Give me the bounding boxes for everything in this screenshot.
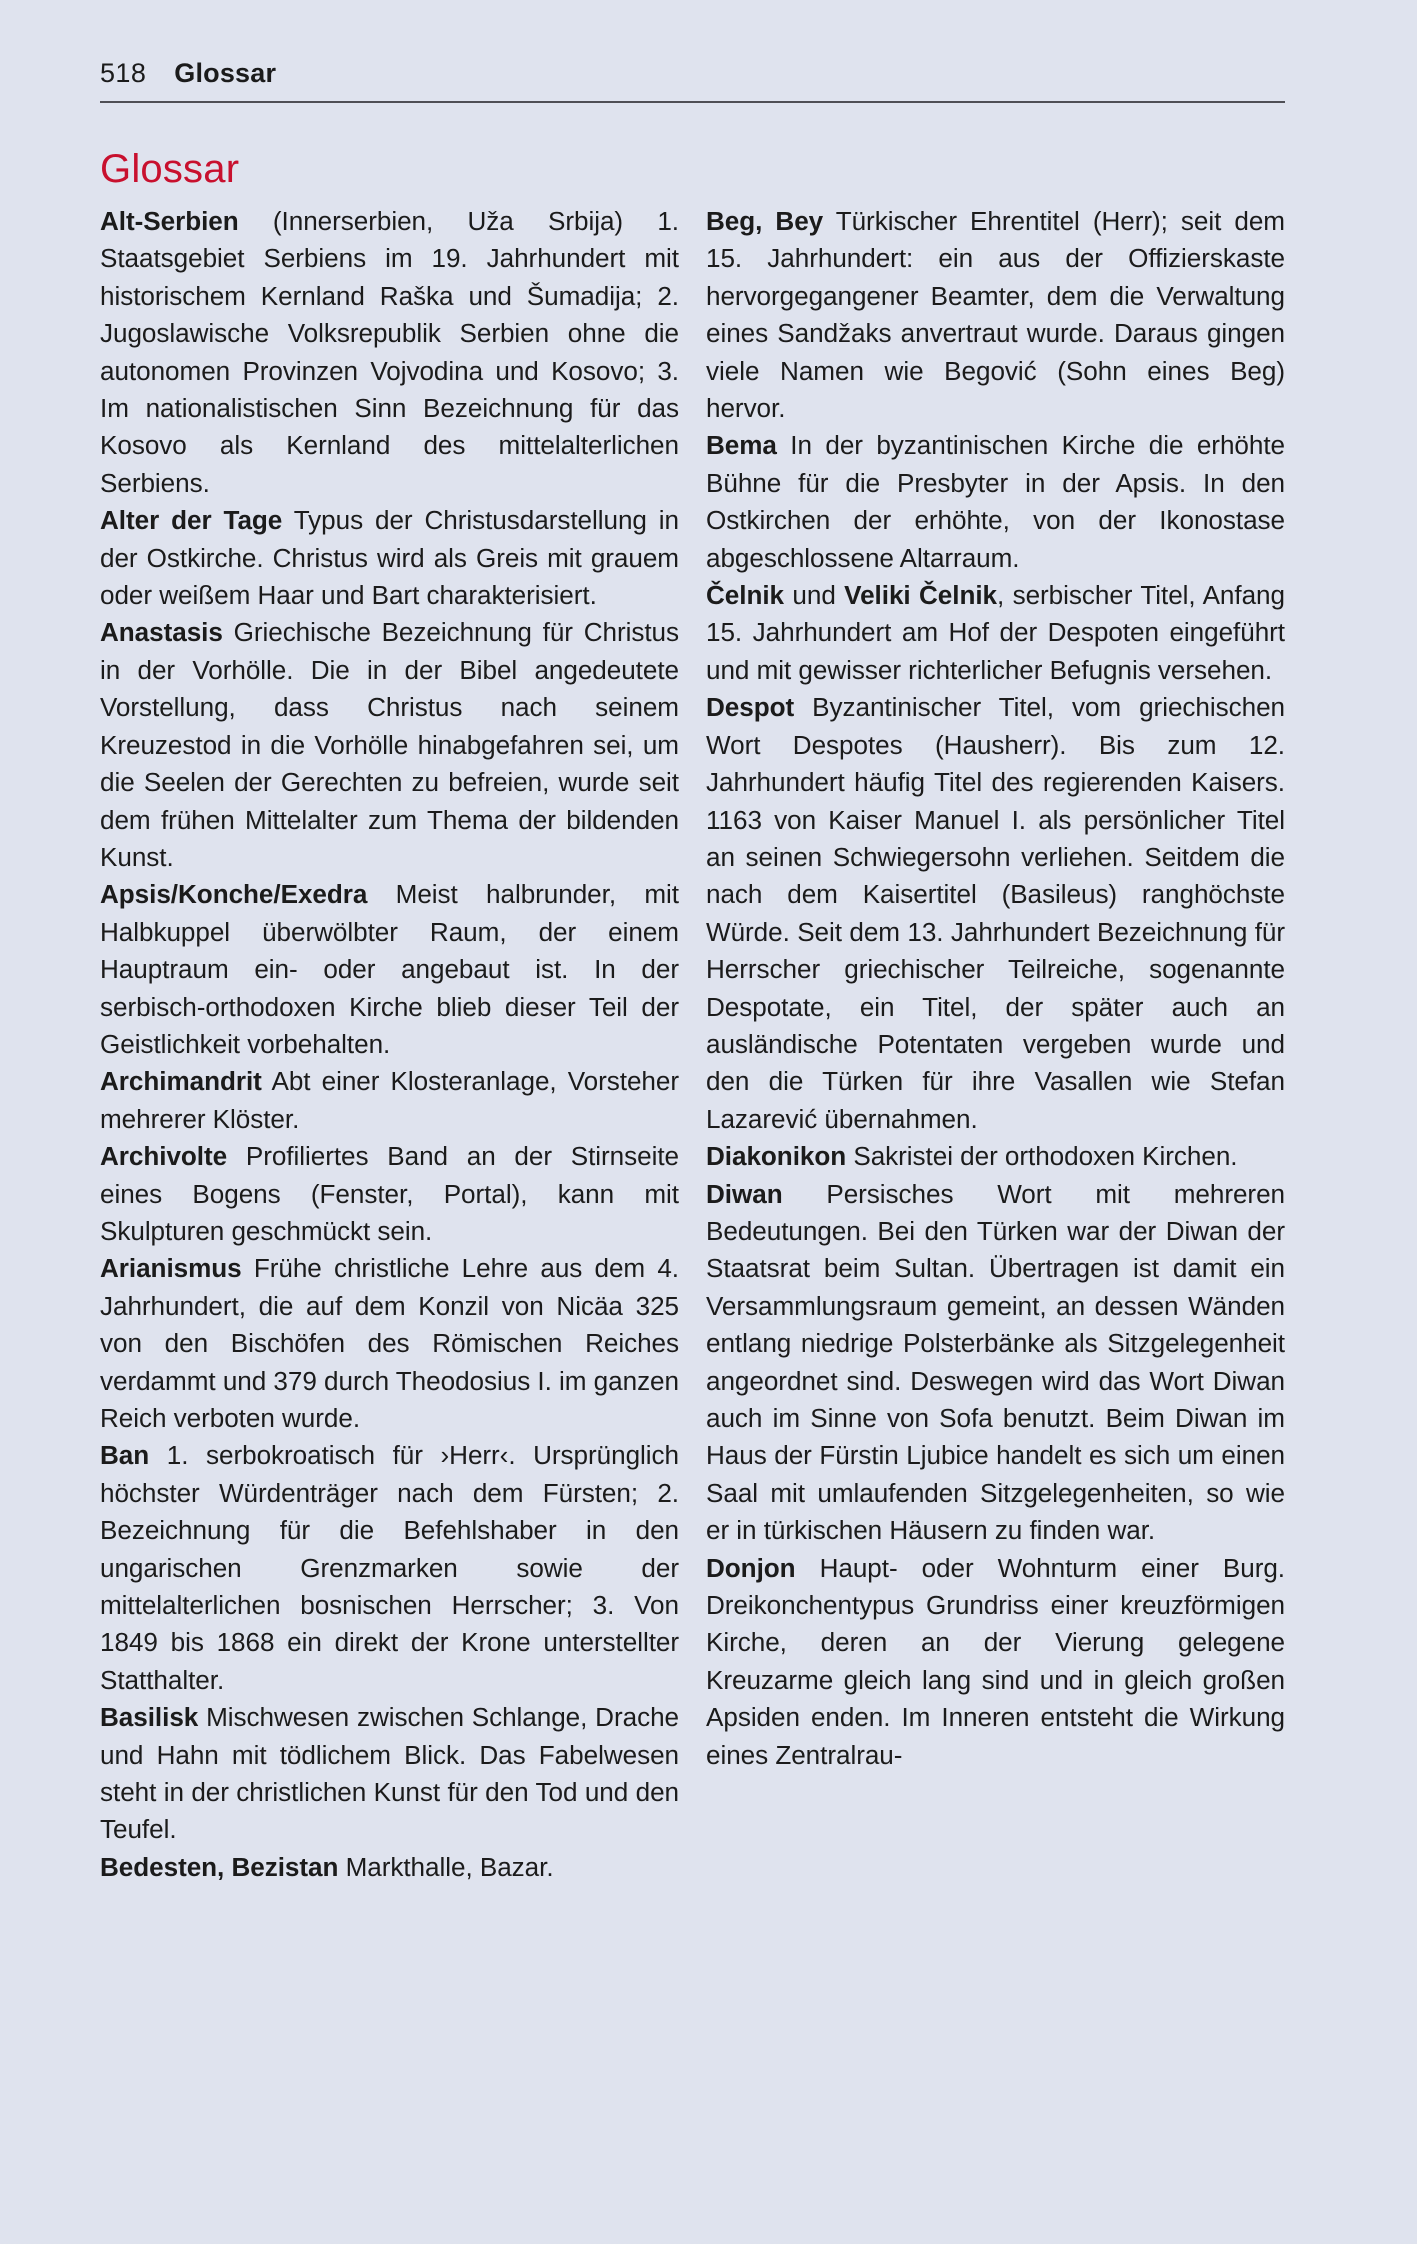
- glossary-entry: [706, 427, 1285, 577]
- glossary-entry: [706, 203, 1285, 427]
- glossary-definition: Persisches Wort mit mehreren Bedeutungen. Bei den Türken war der Diwan der Staatsrat beim Sultan. Übertragen ist damit ein Versammlungsraum gemeint, an dessen Wänden entlang niedrige Polsterbänke als Sitzgelegenheit angeordnet sind. Deswegen wird das Wort Diwan auch im Sinne von Sofa benutzt. Beim Diwan im Haus der Fürstin Ljubice handelt es sich um einen Saal mit umlaufenden Sitzgelegenheiten, so wie er in türkischen Häusern zu finden war.: [706, 1178, 1285, 1546]
- glossary-definition: Frühe christliche Lehre aus dem 4. Jahrhundert, die auf dem Konzil von Nicäa 325 von den Bischöfen des Römischen Reiches verdammt und 379 durch Theodosius I. im ganzen Reich verboten wurde.: [100, 1253, 679, 1433]
- glossary-term: Apsis/Konche/Exedra: [100, 879, 368, 910]
- glossary-term: Diwan: [706, 1178, 783, 1209]
- running-header: [100, 58, 1285, 89]
- glossary-term: Diakonikon: [706, 1141, 847, 1172]
- glossary-definition-secondary: , serbischer Titel, Anfang 15. Jahrhundert am Hof der Despoten eingeführt und mit gewisser richterlicher Befugnis versehen.: [706, 580, 1285, 685]
- glossary-term: Ban: [100, 1440, 150, 1471]
- glossary-entry: [100, 1699, 679, 1849]
- glossary-definition: (Innerserbien, Uža Srbija) 1. Staatsgebiet Serbiens im 19. Jahrhundert mit historischem Kernland Raška und Šumadija; 2. Jugoslawische Volksrepublik Serbien ohne die autonomen Provinzen Vojvodina und Kosovo; 3. Im nationalistischen Sinn Bezeichnung für das Kosovo als Kernland des mittelalterlichen Serbiens.: [100, 206, 679, 498]
- glossary-definition: Haupt- oder Wohnturm einer Burg. Dreikonchentypus Grundriss einer kreuzförmigen Kirche, deren an der Vierung gelegene Kreuzarme gleich lang sind und in gleich großen Apsiden enden. Im Inneren entsteht die Wirkung eines Zentralrau-: [706, 1552, 1285, 1770]
- glossary-definition: Profiliertes Band an der Stirnseite eines Bogens (Fenster, Portal), kann mit Skulpturen geschmückt sein.: [100, 1141, 679, 1246]
- header-rule: [100, 101, 1285, 103]
- glossary-term: Arianismus: [100, 1253, 242, 1284]
- glossary-term: Archimandrit: [100, 1066, 262, 1097]
- glossary-definition: In der byzantinischen Kirche die erhöhte Bühne für die Presbyter in der Apsis. In den Ostkirchen der erhöhte, von der Ikonostase abgeschlossene Altarraum.: [706, 430, 1285, 573]
- glossary-term: Despot: [706, 692, 795, 723]
- column-left: [100, 203, 679, 1886]
- glossary-entry: [100, 1250, 679, 1437]
- glossary-term-secondary: Veliki Čelnik: [844, 580, 997, 611]
- glossary-definition: Sakristei der orthodoxen Kirchen.: [846, 1141, 1238, 1172]
- glossary-term: Archivolte: [100, 1141, 228, 1172]
- glossary-definition: Türkischer Ehrentitel (Herr); seit dem 15. Jahrhundert: ein aus der Offizierskaste hervorgegangener Beamter, dem die Verwaltung eines Sandžaks anvertraut wurde. Daraus gingen viele Namen wie Begović (Sohn eines Beg) hervor.: [706, 206, 1285, 424]
- glossary-term: Čelnik: [706, 580, 785, 611]
- glossary-term: Beg, Bey: [706, 206, 824, 236]
- glossary-entry: [100, 1138, 679, 1250]
- glossary-term: Basilisk: [100, 1702, 199, 1733]
- glossary-definition: Byzantinischer Titel, vom griechischen Wort Despotes (Hausherr). Bis zum 12. Jahrhundert häufig Titel des regierenden Kaisers. 1163 von Kaiser Manuel I. als persönlicher Titel an seinen Schwiegersohn verliehen. Seitdem die nach dem Kaisertitel (Basileus) ranghöchste Würde. Seit dem 13. Jahrhundert Bezeichnung für Herrscher griechischer Teilreiche, sogenannte Despotate, ein Titel, der später auch an ausländische Potentaten vergeben wurde und den die Türken für ihre Vasallen wie Stefan Lazarević übernahmen.: [706, 692, 1285, 1134]
- glossary-entry: [706, 1176, 1285, 1550]
- glossary-definition: Typus der Christusdarstellung in der Ostkirche. Christus wird als Greis mit grauem oder weißem Haar und Bart charakterisiert.: [100, 505, 679, 611]
- page-number: 518: [100, 58, 147, 88]
- glossary-entry: [100, 1849, 679, 1886]
- glossary-definition: 1. serbokroatisch für ›Herr‹. Ursprünglich höchster Würdenträger nach dem Fürsten; 2. Bezeichnung für die Befehlshaber in den ungarischen Grenzmarken sowie der mittelalterlichen bosnischen Herrscher; 3. Von 1849 bis 1868 ein direkt der Krone unterstellter Statthalter.: [100, 1440, 679, 1695]
- glossary-definition: Markthalle, Bazar.: [338, 1851, 554, 1882]
- glossary-entry: [706, 1138, 1285, 1175]
- glossary-term: Alter der Tage: [100, 505, 283, 536]
- text-columns: [100, 203, 1285, 1886]
- glossary-entry: [100, 614, 679, 876]
- glossary-entry: [100, 1437, 679, 1699]
- glossary-entry: [100, 502, 679, 614]
- glossary-entry: [100, 1063, 679, 1138]
- glossary-term: Donjon: [706, 1552, 796, 1583]
- glossary-definition: Mischwesen zwischen Schlange, Drache und Hahn mit tödlichem Blick. Das Fabelwesen steht in der christlichen Kunst für den Tod und den Teufel.: [100, 1702, 679, 1845]
- glossary-definition: und: [784, 580, 845, 611]
- glossary-term: Bema: [706, 430, 777, 461]
- glossary-entry: [100, 876, 679, 1063]
- glossary-entry: [706, 577, 1285, 689]
- glossary-entry: [706, 1550, 1285, 1774]
- running-header-title: Glossar: [174, 58, 277, 88]
- glossary-entry: [706, 689, 1285, 1138]
- column-right: [706, 203, 1285, 1886]
- glossary-term: Bedesten, Bezistan: [100, 1851, 339, 1882]
- glossary-entry: [100, 203, 679, 502]
- glossary-term: Anastasis: [100, 617, 223, 648]
- page-title: Glossar: [100, 146, 240, 191]
- glossary-definition: Griechische Bezeichnung für Christus in der Vorhölle. Die in der Bibel angedeutete Vorstellung, dass Christus nach seinem Kreuzestod in die Vorhölle hinabgefahren sei, um die Seelen der Gerechten zu befreien, wurde seit dem frühen Mittelalter zum Thema der bildenden Kunst.: [100, 617, 679, 872]
- glossary-definition: Abt einer Klosteranlage, Vorsteher mehrerer Klöster.: [100, 1066, 679, 1134]
- glossary-term: Alt-Serbien: [100, 206, 239, 236]
- glossary-definition: Meist halbrunder, mit Halbkuppel überwölbter Raum, der einem Hauptraum ein- oder angebaut ist. In der serbisch-orthodoxen Kirche blieb dieser Teil der Geistlichkeit vorbehalten.: [100, 879, 679, 1059]
